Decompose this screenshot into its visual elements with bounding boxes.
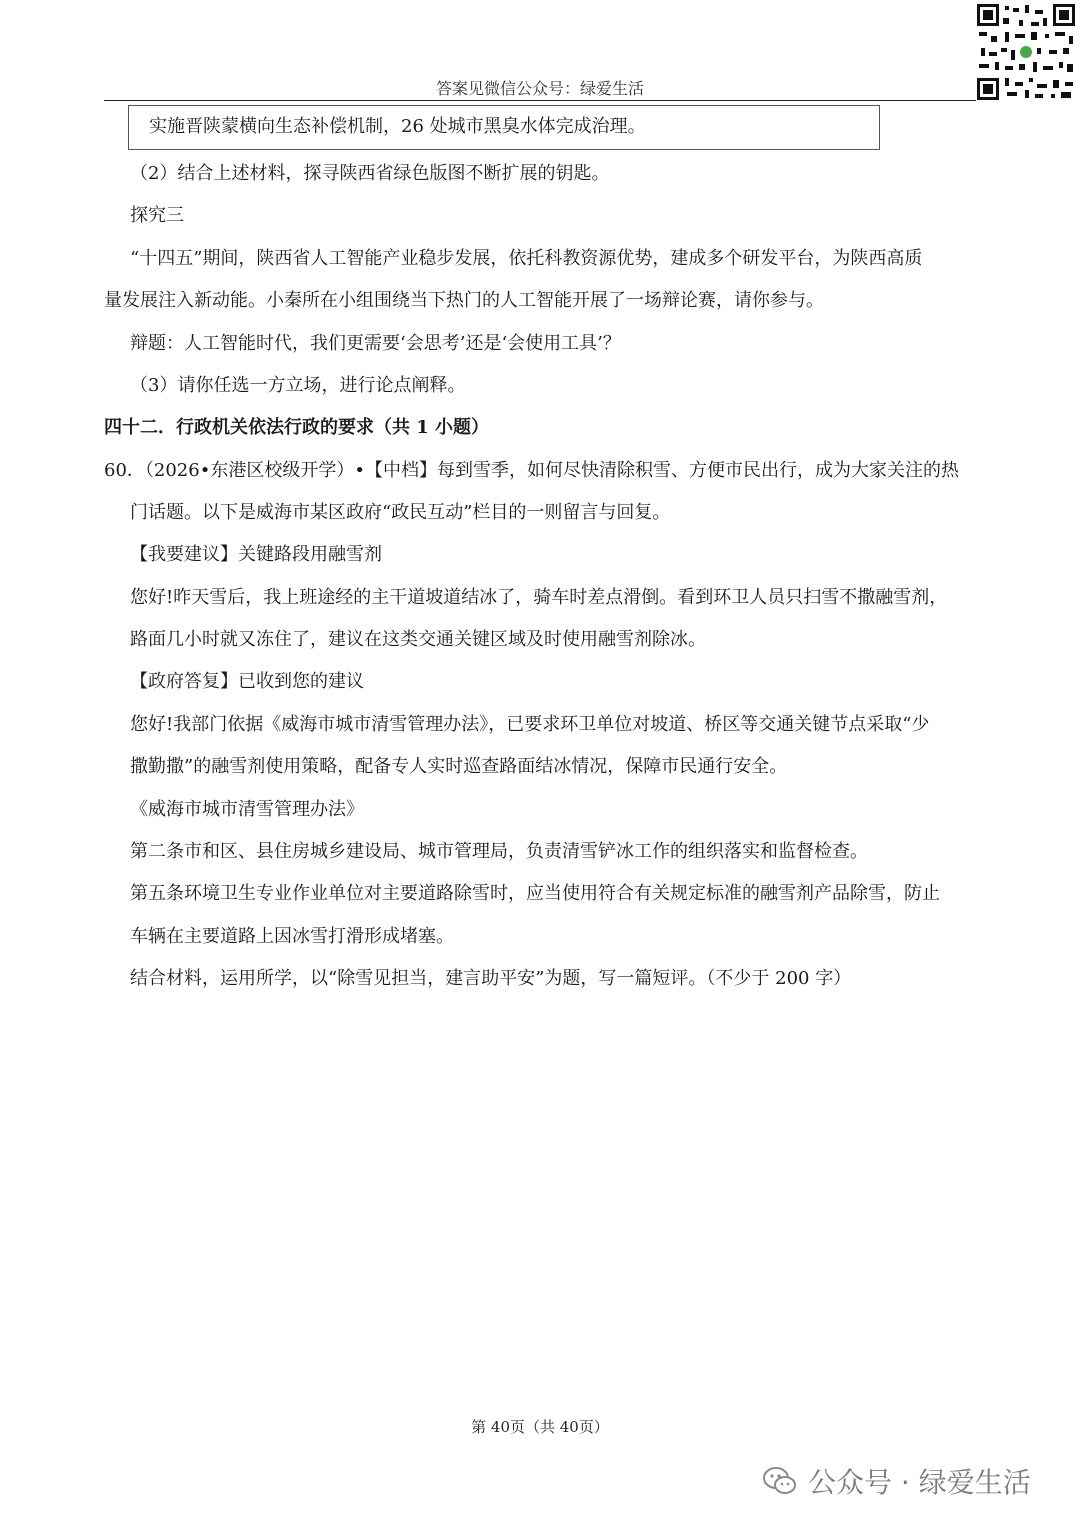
watermark (762, 1461, 1031, 1501)
header-rule (104, 100, 976, 101)
debate-topic: 辩题：人工智能时代，我们更需要‘会思考’还是‘会使用工具’？ (130, 333, 621, 354)
paragraph-line: 撒勤撒”的融雪剂使用策略，配备专人实时巡查路面结冰情况，保障市民通行安全。 (130, 756, 788, 777)
reply-title: 【政府答复】已收到您的建议 (130, 671, 364, 692)
task-instruction: 结合材料，运用所学，以“除雪见担当，建言助平安”为题，写一篇短评。（不少于 200 字） (130, 968, 852, 989)
paragraph-line: 车辆在主要道路上因冰雪打滑形成堵塞。 (130, 926, 454, 947)
page-header: 答案见微信公众号：绿爱生活 (435, 79, 644, 98)
suggestion-title: 【我要建议】关键路段用融雪剂 (130, 544, 382, 565)
question-3: （3）请你任选一方立场，进行论点阐释。 (130, 375, 466, 396)
question-60: 60．（2026•东港区校级开学）•【中档】每到雪季，如何尽快清除积雪、方便市民出行，成为大家关注的热 (104, 460, 959, 481)
paragraph-line: 路面几小时就又冻住了，建议在这类交通关键区域及时使用融雪剂除冰。 (130, 629, 706, 650)
regulation-article-5: 第五条环境卫生专业作业单位对主要道路除雪时，应当使用符合有关规定标准的融雪剂产品除雪，防止 (130, 883, 940, 904)
paragraph-line: 门话题。以下是威海市某区政府“政民互动”栏目的一则留言与回复。 (130, 502, 671, 523)
paragraph-line: 量发展注入新动能。小秦所在小组围绕当下热门的人工智能开展了一场辩论赛，请你参与。 (104, 290, 824, 311)
page-number: 第 40页（共 40页） (471, 1418, 609, 1436)
wechat-icon (762, 1463, 798, 1499)
material-box-text: 实施晋陕蒙横向生态补偿机制，26 处城市黑臭水体完成治理。 (149, 116, 646, 137)
section-heading: 四十二．行政机关依法行政的要求（共 1 小题） (104, 417, 490, 438)
section-explore-3: 探究三 (130, 205, 184, 226)
paragraph-line: 您好!昨天雪后，我上班途经的主干道坡道结冰了，骑车时差点滑倒。看到环卫人员只扫雪不撒融雪剂， (130, 587, 948, 608)
paragraph-line: 您好!我部门依据《威海市城市清雪管理办法》，已要求环卫单位对坡道、桥区等交通关键节点采取“少 (130, 714, 930, 735)
watermark-text: 公众号 · 绿爱生活 (808, 1466, 1031, 1499)
regulation-article-2: 第二条市和区、县住房城乡建设局、城市管理局，负责清雪铲冰工作的组织落实和监督检查。 (130, 841, 868, 862)
paragraph-line: “十四五”期间，陕西省人工智能产业稳步发展，依托科教资源优势，建成多个研发平台，为陕西高质 (130, 248, 923, 269)
question-2: （2）结合上述材料，探寻陕西省绿色版图不断扩展的钥匙。 (130, 163, 610, 184)
material-box (128, 105, 880, 150)
regulation-title: 《威海市城市清雪管理办法》 (130, 799, 364, 820)
